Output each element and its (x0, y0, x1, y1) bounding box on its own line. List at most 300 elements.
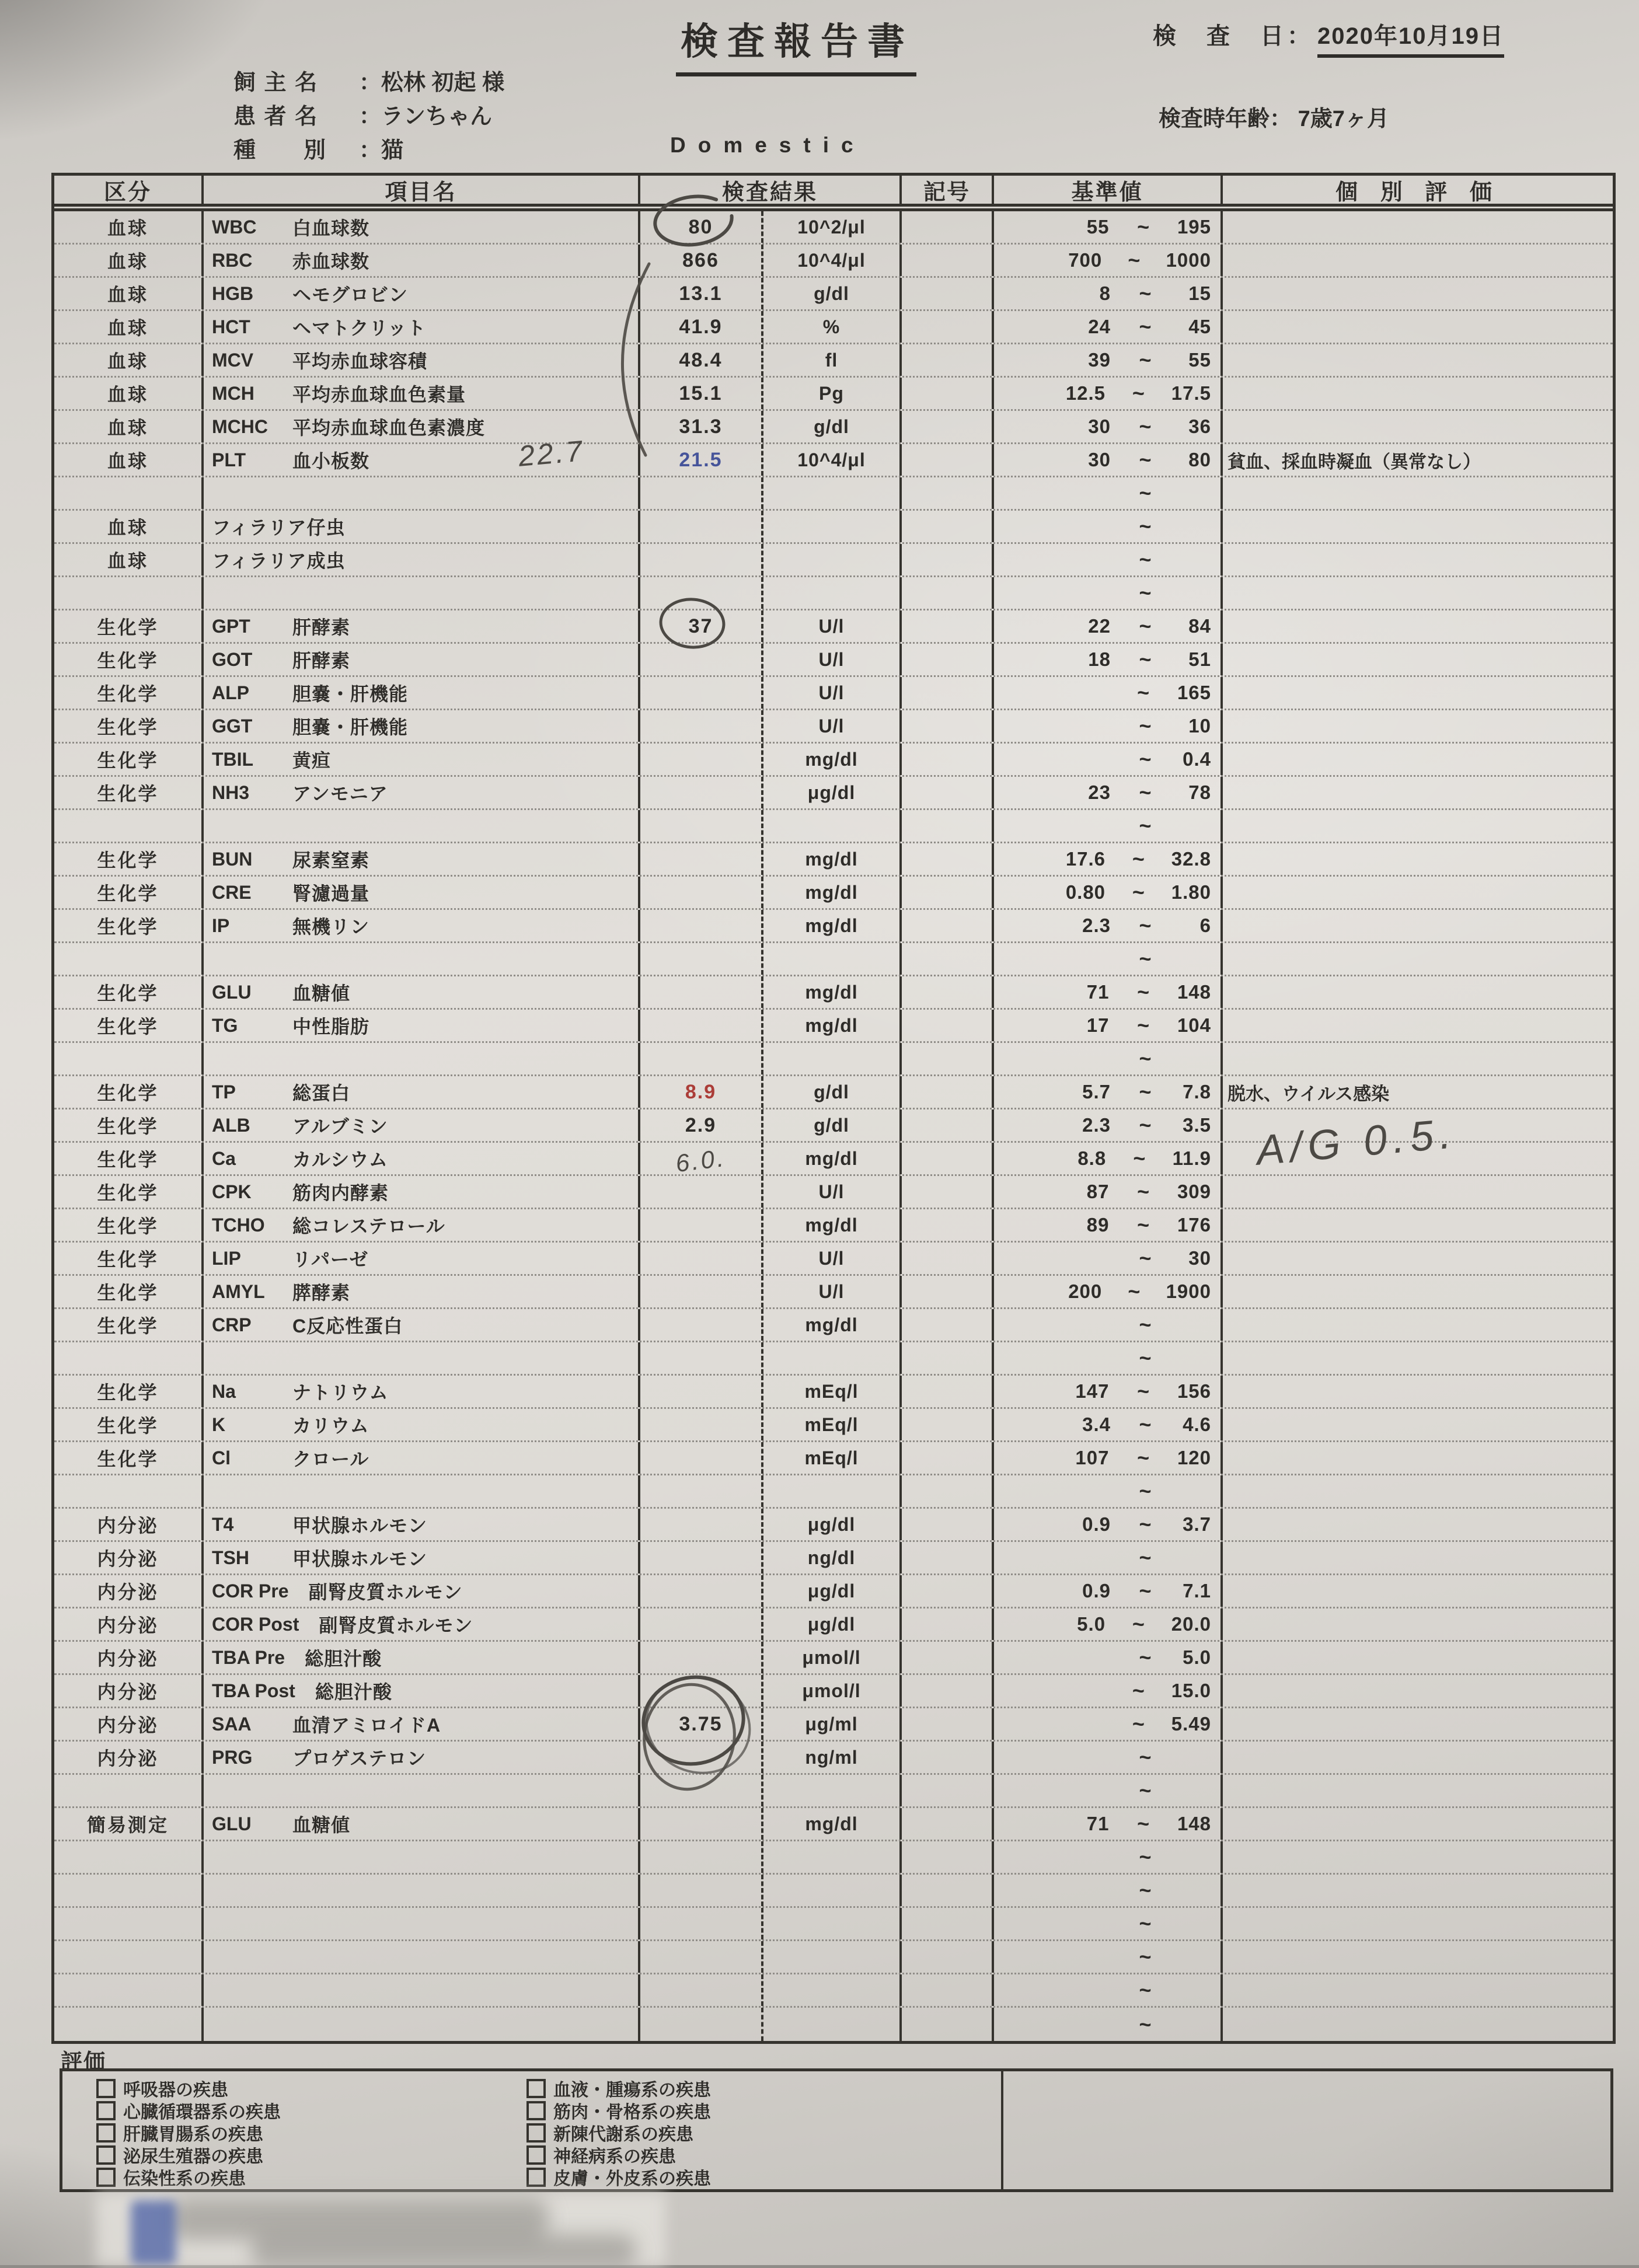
cell-result-value (640, 1941, 761, 1973)
cell-result-unit: μg/dl (761, 1509, 902, 1540)
table-row (54, 344, 1613, 378)
table-row (54, 245, 1613, 278)
checkbox-icon (526, 2123, 546, 2143)
range-tilde: ~ (1132, 1679, 1145, 1702)
table-row (54, 1043, 1613, 1076)
cell-mark (902, 1542, 994, 1573)
cell-mark (902, 577, 994, 609)
item-code: GLU (212, 1813, 252, 1834)
range-low: 200 (1068, 1280, 1103, 1302)
cell-category (54, 1475, 204, 1507)
cell-reference-range (994, 1941, 1223, 1973)
table-row (54, 1276, 1613, 1309)
cell-category: 血球 (54, 344, 204, 376)
range-tilde: ~ (1139, 1479, 1152, 1503)
table-row (54, 1442, 1613, 1475)
cell-result-unit: mg/dl (761, 1143, 902, 1174)
item-code: MCHC (212, 416, 268, 437)
cell-mark (902, 278, 994, 309)
cell-individual-evaluation (1223, 1209, 1613, 1241)
cell-individual-evaluation (1223, 1742, 1613, 1773)
cell-mark (902, 211, 994, 243)
cell-reference-range (994, 211, 1223, 243)
cell-item (204, 777, 640, 808)
exam-age-label: 検査時年齢： (1159, 107, 1292, 131)
cell-mark (902, 1076, 994, 1108)
item-code: LIP (212, 1247, 241, 1269)
table-row (54, 1509, 1613, 1542)
range-high: 7.1 (1183, 1580, 1211, 1601)
cell-category: 生化学 (54, 843, 204, 875)
table-row (54, 677, 1613, 710)
species-label: 種 別 (233, 138, 327, 163)
cell-reference-range (994, 1342, 1223, 1374)
range-tilde: ~ (1139, 547, 1152, 571)
table-row (54, 877, 1613, 910)
range-high: 5.49 (1171, 1713, 1211, 1735)
cell-mark (902, 1808, 994, 1840)
item-code: CPK (212, 1181, 252, 1202)
cell-item (204, 810, 640, 842)
cell-individual-evaluation (1223, 710, 1613, 742)
cell-result-unit: μg/ml (761, 1708, 902, 1740)
table-row (54, 1742, 1613, 1775)
cell-result-value (640, 976, 761, 1008)
range-low: 3.4 (1082, 1414, 1111, 1435)
table-row (54, 644, 1613, 677)
cell-individual-evaluation (1223, 1575, 1613, 1607)
result-value: 21.5 (679, 448, 723, 471)
result-value: 8.9 (685, 1080, 717, 1103)
checkbox-icon (526, 2168, 546, 2187)
cell-mark (902, 744, 994, 775)
range-low: 5.7 (1082, 1081, 1111, 1102)
range-tilde: ~ (1139, 281, 1152, 305)
cell-result-unit: U/l (761, 1243, 902, 1274)
cell-reference-range (994, 278, 1223, 309)
cell-item (204, 1209, 640, 1241)
cell-mark (902, 378, 994, 409)
item-name: クロール (292, 1449, 369, 1470)
table-row (54, 1575, 1613, 1608)
cell-result-value (640, 1010, 761, 1041)
cell-individual-evaluation (1223, 477, 1613, 509)
cell-mark (902, 311, 994, 343)
cell-result-value (640, 2008, 761, 2041)
item-name: プロゲステロン (292, 1748, 427, 1769)
table-header-row (54, 176, 1613, 204)
range-high: 148 (1177, 981, 1211, 1003)
table-row (54, 1808, 1613, 1841)
cell-result-value (640, 1442, 761, 1474)
cell-item (204, 1342, 640, 1374)
evaluation-checkbox-item (526, 2122, 1001, 2144)
cell-reference-range (994, 1475, 1223, 1507)
cell-individual-evaluation (1223, 1642, 1613, 1673)
cell-mark (902, 1742, 994, 1773)
cell-individual-evaluation (1223, 1941, 1613, 1973)
cell-individual-evaluation (1223, 344, 1613, 376)
result-value: 2.9 (685, 1114, 717, 1136)
item-code: COR Post (212, 1613, 299, 1635)
cell-result-value (640, 777, 761, 808)
cell-item (204, 1974, 640, 2006)
item-name: ヘモグロビン (292, 284, 409, 305)
item-name: 尿素窒素 (292, 850, 370, 871)
cell-reference-range (994, 311, 1223, 343)
cell-item (204, 1010, 640, 1041)
range-high: 7.8 (1183, 1081, 1211, 1102)
cell-item (204, 843, 640, 875)
cell-result-value (640, 943, 761, 975)
range-high: 148 (1177, 1813, 1211, 1834)
cell-result-value (640, 1542, 761, 1573)
cell-category: 生化学 (54, 910, 204, 941)
item-code: RBC (212, 249, 253, 271)
cell-result-value (640, 1775, 761, 1806)
cell-result-value (640, 710, 761, 742)
range-tilde: ~ (1137, 215, 1150, 239)
cell-result-value (640, 278, 761, 309)
range-high: 176 (1177, 1214, 1211, 1236)
range-high: 104 (1177, 1014, 1211, 1036)
range-tilde: ~ (1139, 947, 1152, 971)
cell-reference-range (994, 411, 1223, 442)
cell-result-unit: μg/dl (761, 777, 902, 808)
range-tilde: ~ (1139, 581, 1152, 605)
cell-result-unit: U/l (761, 677, 902, 709)
range-low: 87 (1086, 1181, 1110, 1202)
cell-category: 生化学 (54, 744, 204, 775)
cell-reference-range (994, 610, 1223, 642)
range-high: 11.9 (1172, 1147, 1211, 1169)
cell-category: 内分泌 (54, 1608, 204, 1640)
range-tilde: ~ (1139, 1978, 1152, 2002)
cell-result-value (640, 1376, 761, 1407)
column-header-category: 区分 (54, 176, 204, 204)
cell-reference-range (994, 477, 1223, 509)
cell-result-unit: % (761, 311, 902, 343)
cell-individual-evaluation (1223, 1309, 1613, 1341)
item-name: 無機リン (292, 916, 370, 937)
cell-individual-evaluation (1223, 1708, 1613, 1740)
cell-category (54, 1841, 204, 1873)
result-value: 15.1 (679, 382, 723, 404)
cell-result-unit: U/l (761, 610, 902, 642)
cell-mark (902, 1775, 994, 1806)
cell-item (204, 943, 640, 975)
range-tilde: ~ (1137, 1213, 1150, 1237)
item-code: HCT (212, 316, 250, 337)
cell-reference-range (994, 577, 1223, 609)
cell-result-unit: 10^4/μl (761, 245, 902, 276)
range-tilde: ~ (1139, 814, 1152, 838)
cell-reference-range (994, 1542, 1223, 1573)
exam-age-line (1159, 100, 1389, 132)
item-name: 白血球数 (292, 218, 370, 239)
cell-category: 生化学 (54, 777, 204, 808)
range-tilde: ~ (1137, 1812, 1150, 1836)
cell-category: 生化学 (54, 1243, 204, 1274)
item-name: 血清アミロイドA (292, 1715, 441, 1736)
cell-individual-evaluation (1223, 777, 1613, 808)
table-row (54, 1309, 1613, 1342)
cell-result-unit: U/l (761, 1176, 902, 1208)
cell-reference-range (994, 1608, 1223, 1640)
cell-mark (902, 710, 994, 742)
cell-result-value (640, 910, 761, 941)
cell-result-value (640, 344, 761, 376)
cell-reference-range (994, 1376, 1223, 1407)
table-row (54, 1908, 1613, 1941)
checkbox-icon (96, 2168, 116, 2187)
cell-result-value (640, 877, 761, 908)
result-value: 41.9 (679, 315, 723, 338)
column-header-result: 検査結果 (640, 176, 902, 204)
cell-category: 内分泌 (54, 1509, 204, 1540)
item-name: 総蛋白 (292, 1083, 351, 1104)
range-tilde: ~ (1137, 1180, 1150, 1203)
cell-result-value (640, 1608, 761, 1640)
cell-result-unit: mg/dl (761, 1209, 902, 1241)
range-tilde: ~ (1139, 315, 1152, 339)
cell-category: 生化学 (54, 610, 204, 642)
cell-individual-evaluation (1223, 976, 1613, 1008)
cell-mark (902, 1509, 994, 1540)
cell-item (204, 2008, 640, 2041)
cell-item (204, 910, 640, 941)
cell-mark (902, 943, 994, 975)
cell-result-value (640, 1675, 761, 1707)
item-name: フィラリア成虫 (212, 550, 346, 571)
range-high: 6 (1199, 915, 1211, 936)
item-code: MCV (212, 349, 254, 371)
cell-individual-evaluation (1223, 1974, 1613, 2006)
cell-reference-range (994, 1309, 1223, 1341)
cell-category: 内分泌 (54, 1642, 204, 1673)
range-tilde: ~ (1137, 1446, 1150, 1470)
cell-mark (902, 1475, 994, 1507)
cell-individual-evaluation (1223, 1276, 1613, 1307)
cell-result-value (640, 311, 761, 343)
table-row (54, 1475, 1613, 1509)
item-name: 副腎皮質ホルモン (308, 1582, 463, 1603)
cell-mark (902, 1010, 994, 1041)
result-value: 80 (688, 215, 713, 238)
range-high: 17.5 (1171, 382, 1211, 404)
cell-reference-range (994, 1841, 1223, 1873)
result-value: 866 (682, 249, 719, 271)
checkbox-label: 泌尿生殖器の疾患 (123, 2147, 263, 2166)
cell-item (204, 1309, 640, 1341)
cell-individual-evaluation: 脱水、ウイルス感染 (1227, 1083, 1390, 1104)
item-code: ALP (212, 682, 249, 703)
cell-mark (902, 344, 994, 376)
cell-item (204, 211, 640, 243)
result-value: 13.1 (679, 282, 723, 305)
exam-date-line (1153, 18, 1504, 58)
item-name: アルブミン (292, 1116, 388, 1137)
cell-mark (902, 245, 994, 276)
cell-mark (902, 1608, 994, 1640)
cell-individual-evaluation (1223, 311, 1613, 343)
evaluation-checklists (62, 2071, 1003, 2189)
cell-mark (902, 1409, 994, 1440)
redacted-clinic-text-blur-2 (251, 2234, 636, 2268)
cell-reference-range (994, 378, 1223, 409)
cell-individual-evaluation (1223, 411, 1613, 442)
range-tilde: ~ (1139, 448, 1152, 472)
range-low: 700 (1068, 249, 1103, 271)
cell-item (204, 1808, 640, 1840)
cell-result-unit (761, 1875, 902, 1906)
cell-result-unit: fl (761, 344, 902, 376)
item-code: K (212, 1414, 226, 1435)
range-high: 1.80 (1171, 881, 1211, 903)
cell-reference-range (994, 544, 1223, 575)
cell-individual-evaluation (1223, 943, 1613, 975)
cell-result-unit: U/l (761, 710, 902, 742)
range-high: 20.0 (1171, 1613, 1211, 1635)
cell-individual-evaluation (1223, 378, 1613, 409)
item-code: GOT (212, 648, 253, 670)
cell-reference-range (994, 344, 1223, 376)
evaluation-checkbox-item (526, 2144, 1001, 2166)
item-code: CRP (212, 1314, 252, 1335)
cell-category: 生化学 (54, 1143, 204, 1174)
item-name: 赤血球数 (292, 251, 370, 272)
item-name: 血小板数 (292, 451, 370, 472)
cell-category: 生化学 (54, 1376, 204, 1407)
item-code: Na (212, 1380, 236, 1402)
cell-result-value (640, 1209, 761, 1241)
range-high: 55 (1188, 349, 1211, 371)
result-value: 31.3 (679, 415, 723, 438)
cell-result-value (640, 1342, 761, 1374)
cell-reference-range (994, 1243, 1223, 1274)
cell-category (54, 477, 204, 509)
cell-result-unit: g/dl (761, 1109, 902, 1141)
range-tilde: ~ (1139, 1046, 1152, 1070)
evaluation-checkbox-item (526, 2166, 1001, 2188)
cell-mark (902, 544, 994, 575)
cell-item (204, 1076, 640, 1108)
evaluation-checkbox-item (96, 2099, 526, 2122)
cell-mark (902, 1841, 994, 1873)
item-name: 甲状腺ホルモン (292, 1548, 428, 1569)
cell-individual-evaluation (1223, 511, 1613, 542)
table-row (54, 1841, 1613, 1875)
cell-mark (902, 1109, 994, 1141)
cell-reference-range (994, 1509, 1223, 1540)
range-low: 147 (1075, 1380, 1110, 1402)
handwritten-ag-ratio: A/G 0.5. (1254, 1110, 1459, 1174)
cell-result-unit: 10^2/μl (761, 211, 902, 243)
checkbox-icon (96, 2101, 116, 2120)
cell-individual-evaluation (1223, 544, 1613, 575)
result-value: 48.4 (679, 348, 723, 371)
cell-item (204, 1941, 640, 1973)
checkbox-icon (526, 2079, 546, 2098)
cell-result-unit: ng/ml (761, 1742, 902, 1773)
checkbox-label: 肝臓胃腸系の疾患 (123, 2125, 263, 2144)
range-high: 3.5 (1183, 1114, 1211, 1136)
cell-individual-evaluation (1223, 1176, 1613, 1208)
cell-item (204, 1143, 640, 1174)
patient-name-row (233, 98, 504, 132)
cell-result-unit (761, 1475, 902, 1507)
cell-reference-range (994, 1109, 1223, 1141)
result-value: 37 (688, 615, 713, 637)
cell-item (204, 544, 640, 575)
cell-individual-evaluation (1223, 1608, 1613, 1640)
cell-result-unit: mEq/l (761, 1409, 902, 1440)
cell-mark (902, 1708, 994, 1740)
cell-individual-evaluation (1223, 278, 1613, 309)
cell-category: 生化学 (54, 677, 204, 709)
cell-reference-range (994, 1276, 1223, 1307)
item-name: 胆嚢・肝機能 (292, 717, 409, 738)
range-tilde: ~ (1139, 780, 1152, 804)
cell-result-value (640, 1742, 761, 1773)
cell-result-unit: g/dl (761, 1076, 902, 1108)
cell-result-unit (761, 1941, 902, 1973)
cell-mark (902, 1974, 994, 2006)
range-tilde: ~ (1139, 514, 1152, 538)
item-code: PLT (212, 449, 246, 470)
range-tilde: ~ (1139, 1512, 1152, 1536)
checkbox-label: 心臓循環器系の疾患 (123, 2103, 281, 2122)
range-low: 0.9 (1082, 1580, 1111, 1601)
cell-reference-range (994, 1775, 1223, 1806)
item-code: TBA Pre (212, 1646, 285, 1668)
cell-item (204, 378, 640, 409)
cell-item (204, 710, 640, 742)
cell-item (204, 344, 640, 376)
range-low: 30 (1088, 449, 1111, 470)
item-code: MCH (212, 382, 254, 404)
item-name: カルシウム (292, 1149, 388, 1170)
range-tilde: ~ (1139, 481, 1152, 505)
cell-individual-evaluation (1223, 1442, 1613, 1474)
cell-item (204, 877, 640, 908)
cell-individual-evaluation (1223, 1409, 1613, 1440)
checkbox-label: 筋肉・骨格系の疾患 (553, 2103, 711, 2122)
range-high: 80 (1188, 449, 1211, 470)
cell-mark (902, 1642, 994, 1673)
cell-result-unit: mEq/l (761, 1376, 902, 1407)
range-tilde: ~ (1139, 1945, 1152, 1969)
cell-mark (902, 1342, 994, 1374)
cell-category: 血球 (54, 444, 204, 476)
cell-reference-range (994, 810, 1223, 842)
evaluation-notes-area (1003, 2071, 1610, 2189)
table-row (54, 444, 1613, 477)
table-row (54, 1941, 1613, 1974)
column-header-range: 基準値 (994, 176, 1223, 204)
cell-reference-range (994, 1675, 1223, 1707)
cell-result-unit: μg/dl (761, 1608, 902, 1640)
item-name: 血糖値 (292, 983, 351, 1004)
cell-result-unit (761, 1908, 902, 1939)
cell-result-value (640, 1575, 761, 1607)
cell-result-unit (761, 511, 902, 542)
cell-mark (902, 1043, 994, 1074)
patient-name-value: ：ランちゃん (359, 104, 493, 129)
cell-result-unit (761, 943, 902, 975)
cell-mark (902, 1376, 994, 1407)
cell-category: 内分泌 (54, 1575, 204, 1607)
